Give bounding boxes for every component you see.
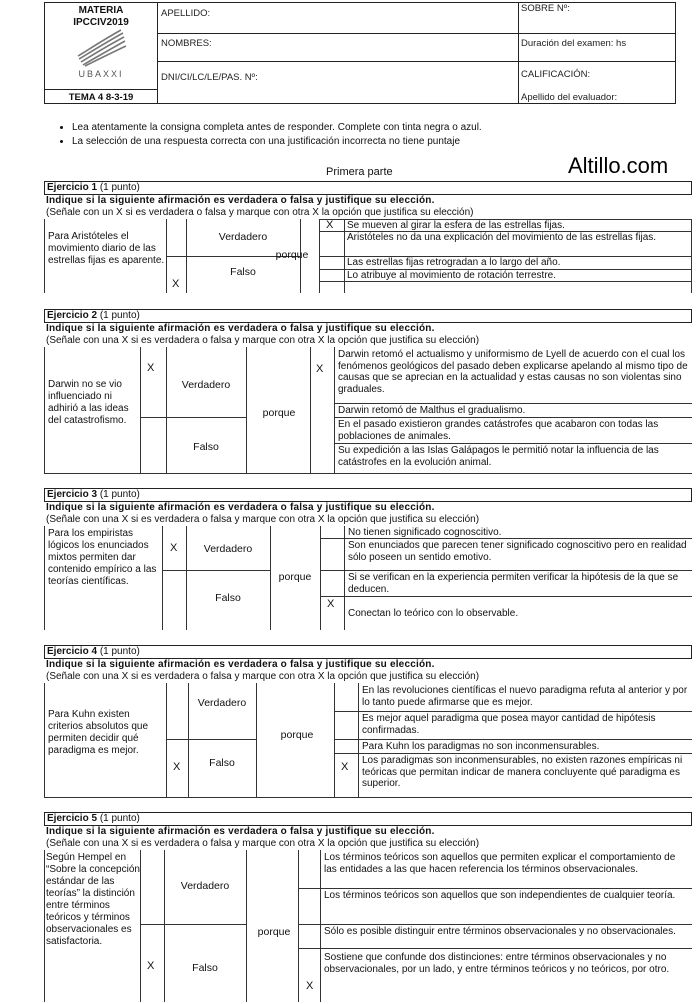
question-text: Indique si la siguiente afirmación es verdadera o falsa y justifique su elección.: [46, 659, 435, 670]
justification-option-4[interactable]: Lo atribuye al movimiento de rotación terrestre.: [347, 270, 556, 281]
verdadero-option[interactable]: Verdadero: [181, 379, 231, 391]
justification-option-3[interactable]: Si se verifican en la experiencia permiten verificar la hipótesis de la que se deducen.: [348, 572, 679, 595]
answer-grid: [44, 526, 692, 630]
exercise-instruction: (Señale con una X si es verdadera o falsa y marque con otra X la opción que justifica su elección): [46, 671, 480, 682]
exam-header: [44, 2, 676, 104]
watermark: Altillo.com: [568, 153, 669, 178]
exercise-statement: Para Kuhn existen criterios absolutos que permiten decidir qué paradigma es mejor.: [48, 709, 149, 756]
falso-option[interactable]: Falso: [230, 266, 256, 278]
falso-option[interactable]: Falso: [215, 592, 241, 604]
justification-option-4[interactable]: Los paradigmas son inconmensurables, no existen razones empíricas ni teóricas que permitan indicar de manera concluyente qué paradigma es superior.: [362, 755, 683, 789]
question-text: Indique si la siguiente afirmación es verdadera o falsa y justifique su elección.: [46, 502, 435, 513]
dni-field[interactable]: DNI/CI/LC/LE/PAS. Nº:: [161, 72, 258, 83]
question-text: Indique si la siguiente afirmación es verdadera o falsa y justifique su elección.: [46, 323, 435, 334]
verdadero-option[interactable]: Verdadero: [197, 697, 247, 709]
exercise-statement: Para los empiristas lógicos los enunciados mixtos permiten dar contenido empírico a las teorías científicas.: [48, 528, 157, 587]
exercise-title: Ejercicio 5 (1 punto): [44, 812, 692, 826]
porque-label: porque: [280, 729, 314, 741]
option-mark: X: [327, 598, 335, 610]
exercise-instruction: (Señale con una X si es verdadera o falsa y marque con otra X la opción que justifica su elección): [46, 514, 480, 525]
justification-option-3[interactable]: Para Kuhn los paradigmas no son inconmensurables.: [362, 741, 600, 752]
verdadero-mark: X: [147, 362, 155, 374]
tema-label: TEMA 4 8-3-19: [68, 92, 134, 103]
verdadero-option[interactable]: Verdadero: [203, 543, 253, 555]
falso-mark: X: [147, 960, 155, 972]
verdadero-option[interactable]: Verdadero: [180, 880, 230, 892]
falso-option[interactable]: Falso: [192, 962, 218, 974]
exercise-title: Ejercicio 3 (1 punto): [44, 488, 692, 502]
exercise-statement: Para Aristóteles el movimiento diario de las estrellas fijas es aparente.: [48, 231, 165, 266]
exercise-4: [44, 645, 692, 797]
option-mark: X: [326, 219, 334, 231]
option-mark: X: [316, 363, 324, 375]
exercise-title: Ejercicio 1 (1 punto): [44, 181, 692, 195]
justification-option-1[interactable]: En las revoluciones científicas el nuevo paradigma refuta al anterior y por lo tanto puede afirmarse que es mejor.: [362, 685, 688, 708]
justification-option-1[interactable]: Darwin retomó el actualismo y uniformismo de Lyell de acuerdo con el cual los fenómenos geológicos del pasado deben explicarse apelando al mismo tipo de causas que se aprecian en la actualidad y estas causas no son violentas sino graduales.: [338, 349, 688, 395]
option-mark: X: [306, 980, 314, 992]
instruction-item: • Lea atentamente la consigna completa antes de responder. Complete con tinta negra o azul.: [72, 121, 672, 135]
duracion-field[interactable]: Duración del examen: hs: [521, 38, 627, 49]
exercise-2: [44, 309, 692, 473]
justification-option-4[interactable]: Su expedición a las Islas Galápagos le permitió notar la influencia de las catástrofes en la evolución animal.: [338, 445, 659, 468]
exercise-statement: Darwin no se vio influenciado ni adhirió a las ideas del catastrofismo.: [48, 379, 129, 426]
calificacion-field[interactable]: CALIFICACIÓN:: [521, 69, 591, 80]
answer-grid: [44, 683, 692, 797]
answer-grid: [44, 219, 692, 293]
justification-option-3[interactable]: En el pasado existieron grandes catástrofes que acabaron con todas las poblaciones de animales.: [338, 419, 659, 442]
uba-logo-icon: [75, 29, 127, 67]
evaluador-field[interactable]: Apellido del evaluador:: [521, 92, 618, 103]
porque-label: porque: [278, 571, 312, 583]
verdadero-mark: X: [170, 542, 178, 554]
question-text: Indique si la siguiente afirmación es verdadera o falsa y justifique su elección.: [46, 826, 435, 837]
exercise-5: [44, 812, 692, 1002]
instructions-list: [56, 121, 672, 149]
justification-option-2[interactable]: Los términos teóricos son aquellos que son independientes de cualquier teoría.: [324, 890, 676, 901]
question-text: Indique si la siguiente afirmación es verdadera o falsa y justifique su elección.: [46, 195, 435, 206]
justification-option-4[interactable]: Conectan lo teórico con lo observable.: [348, 608, 519, 619]
exercise-title: Ejercicio 4 (1 punto): [44, 645, 692, 659]
justification-option-1[interactable]: Los términos teóricos son aquellos que permiten explicar el comportamiento de las entidades a las que hacen referencia los términos observacionales.: [324, 852, 676, 875]
sobre-field[interactable]: SOBRE Nº:: [521, 3, 570, 14]
falso-option[interactable]: Falso: [193, 441, 219, 453]
falso-option[interactable]: Falso: [209, 757, 235, 769]
verdadero-option[interactable]: Verdadero: [218, 231, 268, 243]
justification-option-2[interactable]: Darwin retomó de Malthus el gradualismo.: [338, 405, 526, 416]
exercise-instruction: (Señale con una X si es verdadera o falsa y marque con otra X la opción que justifica su elección): [46, 335, 480, 346]
justification-option-3[interactable]: Sólo es posible distinguir entre términos observacionales y no observacionales.: [324, 926, 676, 937]
justification-option-2[interactable]: Aristóteles no da una explicación del movimiento de las estrellas fijas.: [347, 232, 657, 243]
justification-option-1[interactable]: No tienen significado cognoscitivo.: [348, 527, 502, 538]
option-mark: X: [341, 761, 349, 773]
nombres-field[interactable]: NOMBRES:: [161, 38, 212, 49]
exercise-3: [44, 488, 692, 630]
justification-option-3[interactable]: Las estrellas fijas retrogradan a lo largo del año.: [347, 257, 561, 268]
answer-grid: [44, 850, 692, 1002]
justification-option-4[interactable]: Sostiene que confunde dos distinciones: entre términos observacionales y no observacionales, por un lado, y entre términos teóricos y no teóricos, por otro.: [324, 952, 670, 975]
falso-mark: X: [173, 761, 181, 773]
justification-option-1[interactable]: Se mueven al girar la esfera de las estrellas fijas.: [347, 220, 565, 231]
exercise-title: Ejercicio 2 (1 punto): [44, 309, 692, 323]
porque-label: porque: [257, 926, 291, 938]
falso-mark: X: [172, 278, 180, 290]
subject-label: MATERIA IPCCIV2019: [73, 5, 129, 28]
exercise-statement: Según Hempel en “Sobre la concepción estándar de las teorías” la distinción entre términos teóricos y términos observacionales es satisfactoria.: [46, 852, 140, 947]
porque-label: porque: [275, 249, 309, 261]
section-title: Primera parte: [326, 166, 393, 178]
exercise-instruction: (Señale con una X si es verdadera o falsa y marque con otra X la opción que justifica su elección): [46, 838, 480, 849]
exercise-instruction: (Señale con un X si es verdadera o falsa y marque con otra X la opción que justifica su elección): [46, 207, 474, 218]
porque-label: porque: [262, 407, 296, 419]
justification-option-2[interactable]: Son enunciados que parecen tener significado cognoscitivo pero en realidad sólo poseen un sentido emotivo.: [348, 540, 687, 563]
justification-option-2[interactable]: Es mejor aquel paradigma que posea mayor cantidad de hipótesis confirmadas.: [362, 713, 656, 736]
answer-grid: [44, 347, 692, 473]
apellido-field[interactable]: APELLIDO:: [161, 8, 211, 19]
instruction-item: • La selección de una respuesta correcta con una justificación incorrecta no tiene puntaje: [72, 135, 672, 149]
logo-text: UBAXXI: [78, 69, 124, 79]
exercise-1: [44, 181, 692, 293]
